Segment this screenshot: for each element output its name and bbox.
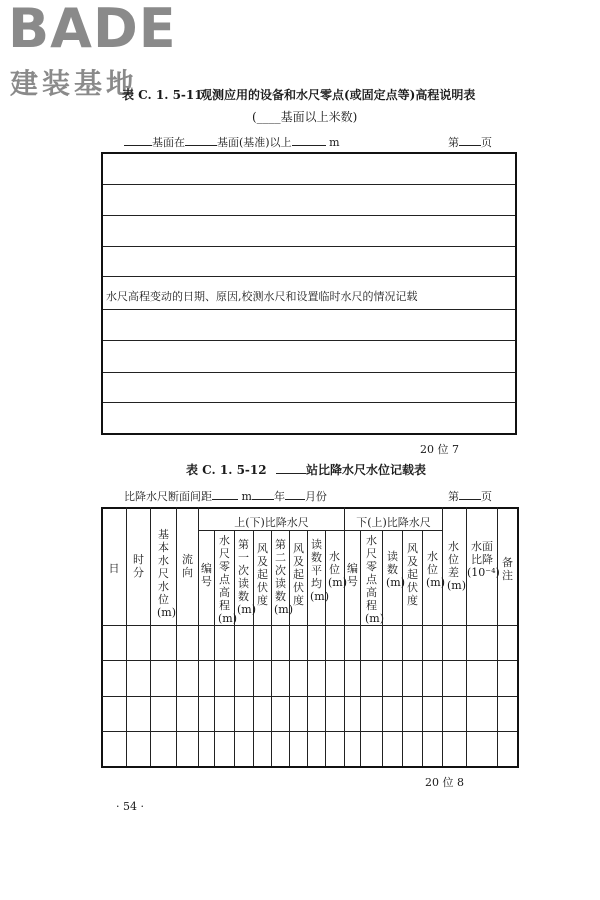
table11-footer-code: 20 位 7 <box>420 443 459 456</box>
header-upper-water-level: 水位(m) <box>328 550 348 589</box>
header-upper-reading-average: 读数平均(m) <box>310 538 330 603</box>
table11-number: 表 C. 1. 5-11 <box>122 88 203 102</box>
table12-distance-line: 比降水尺断面间距 m 年 月份 <box>124 487 327 504</box>
table12-page-indicator: 第 页 <box>448 487 492 504</box>
header-upper-wind-1: 风及起伏度 <box>257 542 268 607</box>
page-number: · 54 · <box>116 800 144 813</box>
blank-field <box>212 487 238 500</box>
table12-footer-code: 20 位 8 <box>425 776 464 789</box>
header-lower-zero-elevation: 水尺零点高程(m) <box>365 534 385 625</box>
header-base-level: 基本水尺水位(m) <box>157 528 177 619</box>
header-upper-id: 编号 <box>201 562 212 588</box>
blank-field <box>459 487 481 500</box>
blank-field <box>292 133 326 146</box>
header-lower-slope-gauge: 下(上)比降水尺 <box>356 516 431 529</box>
table11-title: 观测应用的设备和水尺零点(或固定点等)高程说明表 <box>200 88 476 102</box>
header-lower-reading: 读数(m) <box>386 550 406 589</box>
header-flow-direction: 流向 <box>182 553 193 579</box>
header-upper-zero-elevation: 水尺零点高程(m) <box>218 534 238 625</box>
blank-field <box>185 133 217 146</box>
header-remarks: 备注 <box>502 556 513 582</box>
table11-change-record-text: 水尺高程变动的日期、原因,校测水尺和设置临时水尺的情况记载 <box>106 290 418 303</box>
table12-title-row: 站比降水尺水位记载表 <box>276 461 426 478</box>
header-water-slope: 水面比降(10⁻⁴) <box>467 540 500 579</box>
header-day: 日 <box>108 562 120 575</box>
blank-field <box>124 133 152 146</box>
blank-field <box>459 133 481 146</box>
blank-field <box>252 487 274 500</box>
header-upper-slope-gauge: 上(下)比降水尺 <box>234 516 309 529</box>
header-time: 时分 <box>133 553 144 579</box>
header-level-difference: 水位差(m) <box>447 540 467 592</box>
table11-base-line: 基面在 基面(基准)以上 m <box>124 133 340 150</box>
header-lower-wind: 风及起伏度 <box>407 542 418 607</box>
header-upper-second-reading: 第二次读数(m) <box>274 538 294 616</box>
header-upper-first-reading: 第一次读数(m) <box>237 538 257 616</box>
table11-subtitle: (____基面以上米数) <box>252 110 358 124</box>
brand-logo-subtitle: 建装基地 <box>10 67 139 100</box>
header-upper-wind-2: 风及起伏度 <box>293 542 304 607</box>
blank-field <box>276 461 306 474</box>
table11-page-indicator: 第 页 <box>448 133 492 150</box>
table12-number: 表 C. 1. 5-12 <box>186 463 267 477</box>
brand-logo-word: BADE <box>8 0 177 60</box>
header-lower-id: 编号 <box>347 562 358 588</box>
blank-field <box>285 487 305 500</box>
header-lower-water-level: 水位(m) <box>426 550 446 589</box>
